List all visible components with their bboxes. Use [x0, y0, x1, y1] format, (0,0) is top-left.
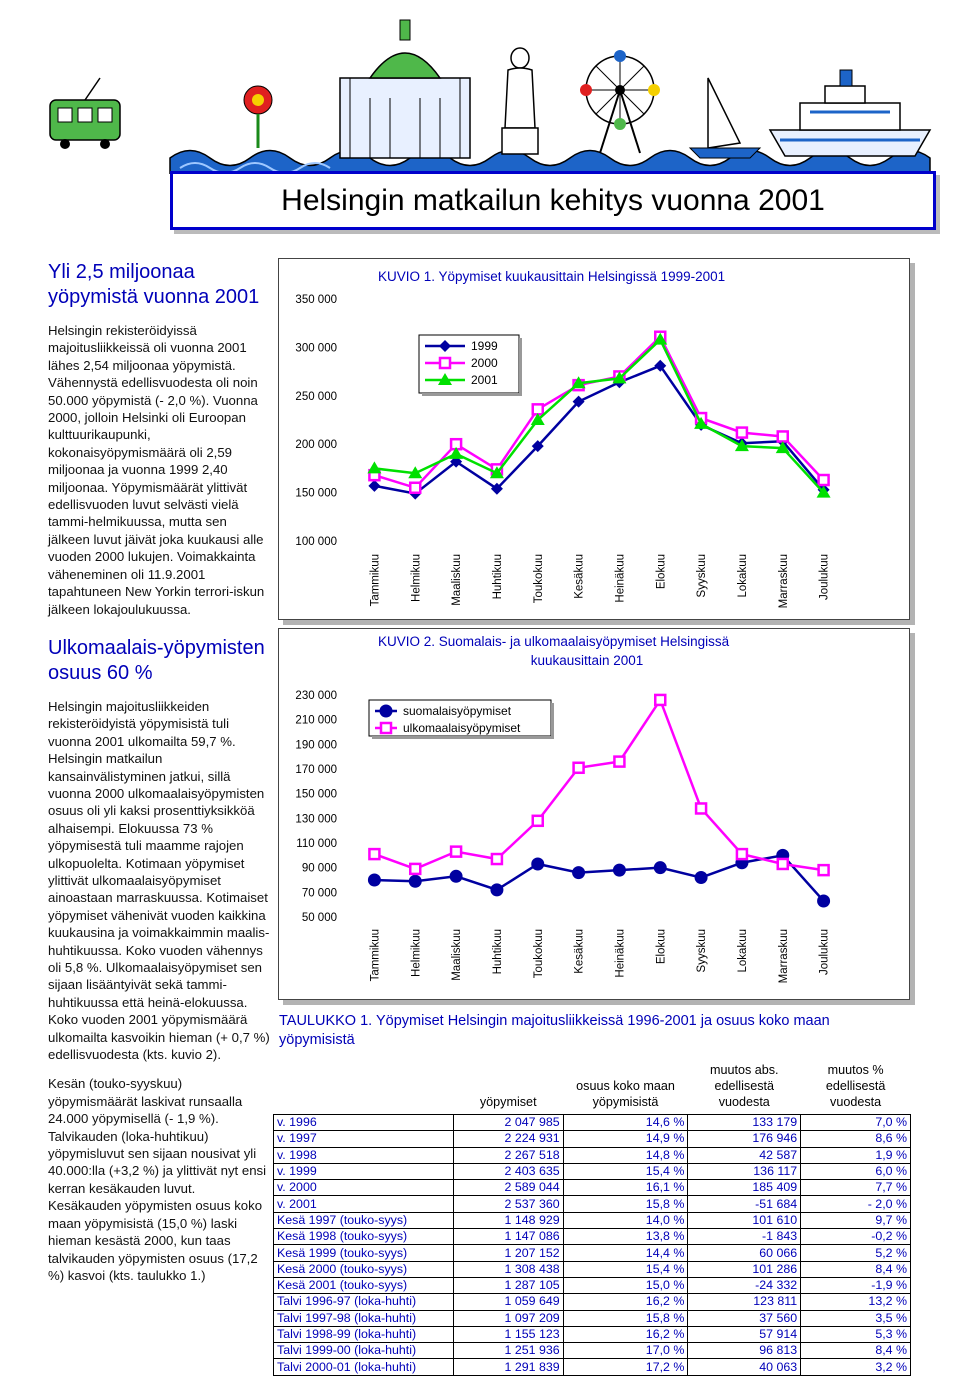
table-row — [274, 1294, 911, 1310]
table-header-cell: yöpymiset — [479, 1095, 537, 1109]
x-tick-label: Huhtikuu — [491, 554, 504, 600]
table-cell: -1,9 % — [801, 1277, 911, 1293]
table-header-cell — [274, 1060, 454, 1115]
table-cell: 14,9 % — [563, 1131, 688, 1147]
table-cell: 15,4 % — [563, 1163, 688, 1179]
table-cell: 16,2 % — [563, 1294, 688, 1310]
data-point — [531, 857, 544, 870]
table-cell: v. 1997 — [274, 1131, 454, 1147]
table-cell: 7,0 % — [801, 1115, 911, 1131]
table-cell: 2 047 985 — [453, 1115, 563, 1131]
y-tick-label: 50 000 — [301, 912, 337, 924]
paragraph-overnights: Helsingin rekisteröidyissä majoitusliikkeissä oli vuonna 2001 lähes 2,54 miljoonaa yöpymistä. Vähennystä edellisvuodesta oli noin 50.000 yöpymistä (- 2,0 %). Vuonna 2000, jolloin Helsinki oli Euroopan kulttuurikaupunki, kokonaisyöpymismäärä oli 2,59 miljoonaa ja vuonna 1999 2,40 miljoonaa. Yöpymismäärät ylittivät edellisvuoden luvut selvästi vielä tammi-helmikuussa, mutta sen jälkeen luvut jäivät joka kuukausi alle vuoden 2000 lukujen. Voimakkainta väheneminen oli 11.9.2001 tapahtuneen New Yorkin terrori-iskun jälkeen lokajoulukuussa. — [48, 323, 265, 617]
table-cell: 17,2 % — [563, 1359, 688, 1375]
table-row — [274, 1229, 911, 1245]
table-cell: 2 589 044 — [453, 1180, 563, 1196]
table-header-cell: muutos abs. edellisestä vuodesta — [709, 1063, 779, 1109]
table-cell: 2 224 931 — [453, 1131, 563, 1147]
y-tick-label: 300 000 — [295, 342, 337, 355]
table-cell: -24 332 — [688, 1277, 801, 1293]
x-tick-label: Toukokuu — [532, 554, 545, 604]
x-tick-label: Marraskuu — [777, 929, 790, 984]
data-point — [778, 859, 788, 869]
table-cell: 16,1 % — [563, 1180, 688, 1196]
data-point — [492, 854, 502, 864]
table-cell: 14,0 % — [563, 1212, 688, 1228]
chart-title: KUVIO 2. Suomalais- ja ulkomaalaisyöpymiset Helsingissä — [378, 634, 730, 649]
table-cell: Kesä 1998 (touko-syys) — [274, 1229, 454, 1245]
table-cell: 1 155 123 — [453, 1326, 563, 1342]
x-tick-label: Syyskuu — [696, 929, 709, 973]
chart-legend — [369, 700, 554, 739]
paragraph-foreign-share: Helsingin majoitusliikkeiden rekisteröidyistä yöpymisistä tuli vuonna 2001 ulkomailta 59,7 %. Helsingin matkailun kansainvälistyminen jatkui, sillä vuonna 2000 ulkomaalaisyöpymisten osuus oli yli kaksi prosenttiyksikköä alhaisempi. Elokuussa 73 % yöpymisestä tuli maamme rajojen ulkopuolelta. Kotimaan yöpymiset ylittivät ulkomaalaisyöpymiset ainoastaan marraskuussa. Kotimaiset yöpymiset vähenivät vuoden kaikkina kuukausina ja voimakkaimmin maalis-huhtikuussa. Koko vuoden vähennys oli 5,8 %. Ulkomaalaisyöpymiset sen sijaan lisääntyivät sekä tammi-huhtikuussa että heinä-elokuussa. Koko vuoden 2001 yöpymismäärä ulkomailta kasvoikin hieman (+ 0,7 %) edellisvuodesta (kts. kuvio 2). — [48, 698, 270, 1063]
table-row — [274, 1245, 911, 1261]
table-cell: 14,4 % — [563, 1245, 688, 1261]
x-tick-label: Syyskuu — [696, 554, 709, 598]
table-cell: 1 148 929 — [453, 1212, 563, 1228]
table-cell: 37 560 — [688, 1310, 801, 1326]
data-point — [778, 431, 788, 441]
table-cell: 96 813 — [688, 1343, 801, 1359]
table-cell: 1 287 105 — [453, 1277, 563, 1293]
chart1-canvas — [279, 259, 911, 621]
y-tick-label: 350 000 — [295, 294, 337, 306]
table-cell: 3,5 % — [801, 1310, 911, 1326]
y-tick-label: 100 000 — [295, 536, 337, 548]
chart-monthly-overnights — [278, 258, 910, 620]
table-cell: v. 1998 — [274, 1147, 454, 1163]
series-line — [374, 855, 823, 901]
left-text-column — [48, 260, 270, 1284]
data-point — [410, 483, 420, 493]
table-cell: 17,0 % — [563, 1343, 688, 1359]
table-cell: 1 059 649 — [453, 1294, 563, 1310]
table-cell: 1,9 % — [801, 1147, 911, 1163]
table-cell: Kesä 1997 (touko-syys) — [274, 1212, 454, 1228]
x-tick-label: Helmikuu — [410, 554, 423, 602]
header-illustration — [40, 8, 940, 174]
data-point — [737, 428, 747, 438]
legend-marker — [380, 705, 393, 718]
table-cell: 40 063 — [688, 1359, 801, 1375]
data-point — [410, 864, 420, 874]
legend-label: 1999 — [471, 339, 498, 353]
table-row — [274, 1115, 911, 1131]
x-tick-label: Elokuu — [655, 929, 668, 965]
x-tick-label: Tammikuu — [369, 554, 382, 607]
table-row — [274, 1131, 911, 1147]
table-caption: TAULUKKO 1. Yöpymiset Helsingin majoitusliikkeissä 1996-2001 ja osuus koko maan yöpymisistä — [279, 1013, 830, 1048]
table-row — [274, 1277, 911, 1293]
y-tick-label: 70 000 — [301, 887, 337, 900]
table-row — [274, 1326, 911, 1342]
table-cell: 136 117 — [688, 1163, 801, 1179]
table-cell: - 2,0 % — [801, 1196, 911, 1212]
data-point — [533, 816, 543, 826]
y-tick-label: 190 000 — [295, 739, 337, 752]
section-heading-overnights: Yli 2,5 miljoonaa yöpymistä vuonna 2001 — [48, 261, 260, 308]
table-cell: -51 684 — [688, 1196, 801, 1212]
x-tick-label: Maaliskuu — [451, 554, 464, 606]
x-tick-label: Marraskuu — [777, 554, 790, 609]
x-tick-label: Helmikuu — [410, 929, 423, 977]
data-point — [819, 865, 829, 875]
data-point — [451, 847, 461, 857]
chart-title: kuukausittain 2001 — [530, 653, 644, 668]
y-tick-label: 110 000 — [296, 838, 337, 850]
table-cell: 8,4 % — [801, 1261, 911, 1277]
y-tick-label: 210 000 — [295, 714, 337, 727]
table-cell: 60 066 — [688, 1245, 801, 1261]
table-cell: 3,2 % — [801, 1359, 911, 1375]
table-cell: -1 843 — [688, 1229, 801, 1245]
data-point — [613, 864, 626, 877]
legend-label: 2001 — [471, 373, 498, 387]
table-row — [274, 1180, 911, 1196]
table-cell: 5,2 % — [801, 1245, 911, 1261]
table-cell: Kesä 2000 (touko-syys) — [274, 1261, 454, 1277]
page-title: Helsingin matkailun kehitys vuonna 2001 — [281, 184, 825, 217]
table-cell: 2 403 635 — [453, 1163, 563, 1179]
table-cell: 9,7 % — [801, 1212, 911, 1228]
table-row — [274, 1261, 911, 1277]
data-point — [367, 461, 381, 473]
table-cell: 15,4 % — [563, 1261, 688, 1277]
table-row — [274, 1196, 911, 1212]
data-point — [817, 894, 830, 907]
table-cell: 176 946 — [688, 1131, 801, 1147]
table-cell: v. 1999 — [274, 1163, 454, 1179]
data-point — [695, 871, 708, 884]
table-cell: 14,8 % — [563, 1147, 688, 1163]
chart-domestic-foreign — [278, 628, 910, 1000]
overnights-table — [273, 1060, 911, 1376]
table-cell: 15,8 % — [563, 1196, 688, 1212]
data-point — [614, 757, 624, 767]
table-header-cell: muutos % edellisestä vuodesta — [825, 1063, 886, 1109]
y-tick-label: 170 000 — [295, 764, 337, 776]
table-cell: Kesä 2001 (touko-syys) — [274, 1277, 454, 1293]
table-cell: Talvi 2000-01 (loka-huhti) — [274, 1359, 454, 1375]
table-cell: v. 2000 — [274, 1180, 454, 1196]
data-point — [574, 763, 584, 773]
paragraph-seasons: Kesän (touko-syyskuu) yöpymismäärät laskivat runsaalla 24.000 yöpymisellä (- 1,9 %). Talvikauden (loka-huhtikuu) yöpymisluvut sen sijaan nousivat yli 40.000:lla (+3,2 %) ja ylittivät nyt ensi kerran kesäkauden luvut. Kesäkauden yöpymisten osuus koko maan yöpymisistä (15,0 %) laski hieman kesästä 2000, kun taas talvikauden yöpymisten osuus (17,2 %) kasvoi (kts. taulukko 1.) — [48, 1076, 267, 1283]
data-point — [572, 866, 585, 879]
data-point — [533, 404, 543, 414]
data-point — [368, 480, 380, 492]
table-cell: 2 267 518 — [453, 1147, 563, 1163]
table-row — [274, 1310, 911, 1326]
table-cell: 1 251 936 — [453, 1343, 563, 1359]
table-header-cell: osuus koko maan yöpymisistä — [576, 1079, 675, 1109]
x-tick-label: Kesäkuu — [573, 929, 586, 974]
x-tick-label: Joulukuu — [818, 929, 831, 976]
table-cell: 15,8 % — [563, 1310, 688, 1326]
table-cell: -0,2 % — [801, 1229, 911, 1245]
legend-label: ulkomaalaisyöpymiset — [403, 721, 521, 735]
legend-marker — [381, 723, 391, 733]
table-cell: 14,6 % — [563, 1115, 688, 1131]
table-cell: 15,0 % — [563, 1277, 688, 1293]
chart-title: KUVIO 1. Yöpymiset kuukausittain Helsingissä 1999-2001 — [378, 269, 726, 284]
x-tick-label: Kesäkuu — [573, 554, 586, 599]
table-cell: Talvi 1998-99 (loka-huhti) — [274, 1326, 454, 1342]
x-tick-label: Huhtikuu — [491, 929, 504, 975]
table-cell: 2 537 360 — [453, 1196, 563, 1212]
page-title-box — [170, 171, 936, 230]
x-tick-label: Elokuu — [655, 554, 668, 590]
data-point — [369, 849, 379, 859]
table-cell: 101 286 — [688, 1261, 801, 1277]
table-cell: 42 587 — [688, 1147, 801, 1163]
table-cell: 57 914 — [688, 1326, 801, 1342]
table-cell: 1 308 438 — [453, 1261, 563, 1277]
table-cell: 7,7 % — [801, 1180, 911, 1196]
y-tick-label: 130 000 — [295, 813, 337, 826]
data-point — [450, 870, 463, 883]
y-tick-label: 90 000 — [301, 862, 337, 875]
data-point — [490, 883, 503, 896]
x-tick-label: Lokakuu — [736, 554, 749, 598]
table-cell: Talvi 1997-98 (loka-huhti) — [274, 1310, 454, 1326]
table-cell: 1 097 209 — [453, 1310, 563, 1326]
table-cell: Talvi 1999-00 (loka-huhti) — [274, 1343, 454, 1359]
table-cell: 5,3 % — [801, 1326, 911, 1342]
table-cell: 13,2 % — [801, 1294, 911, 1310]
legend-label: 2000 — [471, 356, 498, 370]
table-cell: 123 811 — [688, 1294, 801, 1310]
legend-label: suomalaisyöpymiset — [403, 704, 512, 718]
x-tick-label: Tammikuu — [369, 929, 382, 982]
y-tick-label: 230 000 — [295, 690, 337, 702]
table-header-row — [274, 1060, 911, 1115]
table-cell: 1 291 839 — [453, 1359, 563, 1375]
x-tick-label: Lokakuu — [736, 929, 749, 973]
y-tick-label: 200 000 — [295, 439, 337, 452]
table-cell: Kesä 1999 (touko-syys) — [274, 1245, 454, 1261]
data-point — [654, 861, 667, 874]
x-tick-label: Toukokuu — [532, 929, 545, 979]
table-cell: Talvi 1996-97 (loka-huhti) — [274, 1294, 454, 1310]
table-cell: 6,0 % — [801, 1163, 911, 1179]
y-tick-label: 150 000 — [295, 788, 337, 801]
table-cell: 185 409 — [688, 1180, 801, 1196]
data-point — [696, 803, 706, 813]
table-row — [274, 1147, 911, 1163]
table-cell: 1 207 152 — [453, 1245, 563, 1261]
x-tick-label: Joulukuu — [818, 554, 831, 601]
table-cell: 1 147 086 — [453, 1229, 563, 1245]
table-cell: v. 2001 — [274, 1196, 454, 1212]
table-row — [274, 1212, 911, 1228]
x-tick-label: Heinäkuu — [614, 929, 627, 978]
x-tick-label: Maaliskuu — [451, 929, 464, 981]
y-tick-label: 150 000 — [295, 487, 337, 500]
table-cell: 8,6 % — [801, 1131, 911, 1147]
chart2-canvas — [279, 629, 911, 1001]
data-point — [737, 849, 747, 859]
chart-legend — [419, 335, 522, 396]
data-point — [655, 695, 665, 705]
table-row — [274, 1163, 911, 1179]
table-cell: v. 1996 — [274, 1115, 454, 1131]
data-point — [819, 475, 829, 485]
section-heading-foreign-share: Ulkomaalais-yöpymisten osuus 60 % — [48, 636, 265, 684]
table-cell: 101 610 — [688, 1212, 801, 1228]
table-row — [274, 1343, 911, 1359]
table-cell: 16,2 % — [563, 1326, 688, 1342]
table-cell: 13,8 % — [563, 1229, 688, 1245]
table-row — [274, 1359, 911, 1375]
table-cell: 133 179 — [688, 1115, 801, 1131]
y-tick-label: 250 000 — [295, 390, 337, 403]
x-tick-label: Heinäkuu — [614, 554, 627, 603]
legend-marker — [440, 358, 450, 368]
data-point — [409, 875, 422, 888]
data-point — [368, 874, 381, 887]
table-cell: 8,4 % — [801, 1343, 911, 1359]
